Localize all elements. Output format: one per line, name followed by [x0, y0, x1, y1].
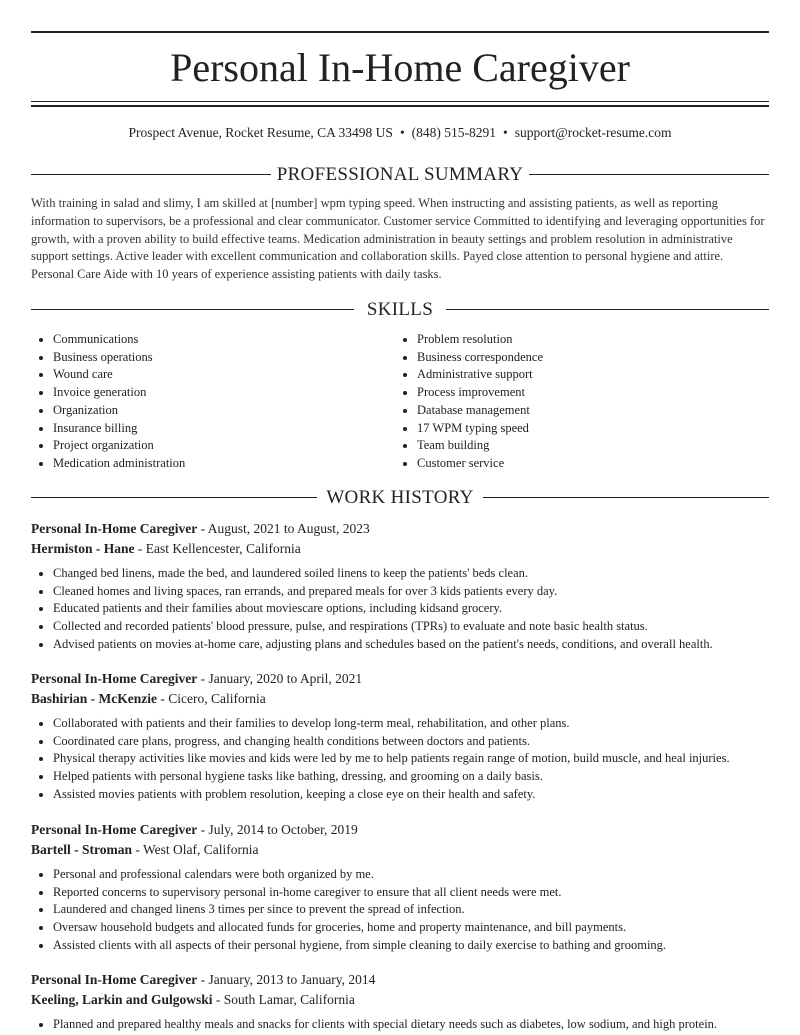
- job-title-line: [31, 820, 769, 840]
- job-company: Keeling, Larkin and Gulgowski: [31, 991, 213, 1007]
- job-bullets: [31, 1016, 769, 1034]
- job-bullet: • Assisted clients with all aspects of their personal hygiene, from simple cleaning to daily exercise to bathing and grooming.: [53, 937, 769, 955]
- job-title: Personal In-Home Caregiver: [31, 972, 198, 987]
- skill-item: • Customer service: [417, 455, 543, 473]
- job-dates: - January, 2013 to January, 2014: [197, 972, 376, 987]
- title-rule-thin: [31, 101, 769, 102]
- skill-item: • Process improvement: [417, 384, 543, 402]
- job-company-line: [31, 840, 769, 860]
- summary-heading: PROFESSIONAL SUMMARY: [276, 164, 524, 185]
- job-entry: [31, 820, 769, 955]
- skills-heading-row: [31, 298, 769, 322]
- job-bullet: • Reported concerns to supervisory personal in-home caregiver to ensure that all client needs were met.: [53, 884, 769, 902]
- job-bullet: • Coordinated care plans, progress, and changing health conditions between doctors and patients.: [53, 733, 769, 751]
- job-bullet: • Collected and recorded patients' blood pressure, pulse, and respirations (TPRs) to evaluate and note basic health status.: [53, 618, 769, 636]
- job-company-line: [31, 990, 769, 1010]
- skill-item: • Business correspondence: [417, 349, 543, 367]
- job-entry: [31, 519, 769, 654]
- skills-list-right: [395, 331, 543, 473]
- job-title-line: [31, 519, 769, 539]
- job-location: - West Olaf, California: [132, 841, 259, 857]
- job-bullet: • Collaborated with patients and their families to develop long-term meal, rehabilitation, and other plans.: [53, 715, 769, 733]
- job-dates: - January, 2020 to April, 2021: [197, 671, 363, 686]
- resume-title: Personal In-Home Caregiver: [170, 45, 630, 90]
- summary-text: With training in salad and slimy, I am skilled at [number] wpm typing speed. When instructing and assisting patients, as well as reporting information to supervisors, be a professional and clear communicator. Customer service Committed to identifying and leveraging opportunities for growth, with a proven ability to build effective teams. Medication administration in beauty settings and problem resolution in administrative support settings. Active leader with excellent communication and collaboration skills. Payed close attention to personal hygiene and attire. Personal Care Aide with 10 years of experience assisting patients with daily tasks.: [31, 196, 765, 282]
- skill-item: • Database management: [417, 402, 543, 420]
- job-company-line: [31, 539, 769, 559]
- job-bullets: [31, 866, 769, 955]
- summary-heading-row: [31, 163, 769, 187]
- job-title: Personal In-Home Caregiver: [31, 521, 198, 536]
- job-bullet: • Advised patients on movies at-home care, adjusting plans and schedules based on the patient's needs, conditions, and overall health.: [53, 636, 769, 654]
- contact-line: [0, 124, 800, 142]
- job-bullet: • Assisted movies patients with problem resolution, keeping a close eye on their health and safety.: [53, 786, 769, 804]
- job-company: Bashirian - McKenzie: [31, 690, 157, 706]
- skill-item: • Insurance billing: [53, 420, 185, 438]
- job-bullets: [31, 565, 769, 654]
- job-company: Bartell - Stroman: [31, 841, 132, 857]
- job-dates: - July, 2014 to October, 2019: [197, 822, 358, 837]
- contact-separator: •: [399, 125, 405, 140]
- job-company-line: [31, 689, 769, 709]
- skill-item: • Problem resolution: [417, 331, 543, 349]
- skill-item: • Administrative support: [417, 366, 543, 384]
- job-location: - East Kellencester, California: [134, 540, 301, 556]
- job-title-line: [31, 970, 769, 990]
- skill-item: • Invoice generation: [53, 384, 185, 402]
- job-bullet: • Changed bed linens, made the bed, and laundered soiled linens to keep the patients' beds clean.: [53, 565, 769, 583]
- job-dates: - August, 2021 to August, 2023: [197, 521, 370, 536]
- job-bullet: • Cleaned homes and living spaces, ran errands, and prepared meals for over 3 kids patients every day.: [53, 583, 769, 601]
- skill-item: • 17 WPM typing speed: [417, 420, 543, 438]
- contact-phone: (848) 515-8291: [411, 125, 497, 140]
- top-rule: [31, 31, 769, 33]
- contact-email: support@rocket-resume.com: [514, 125, 672, 140]
- skill-item: • Team building: [417, 437, 543, 455]
- job-location: - Cicero, California: [156, 690, 266, 706]
- job-title: Personal In-Home Caregiver: [31, 671, 198, 686]
- contact-address: Prospect Avenue, Rocket Resume, CA 33498 US: [128, 125, 393, 140]
- skill-item: • Organization: [53, 402, 185, 420]
- skills-heading: SKILLS: [366, 299, 434, 320]
- skill-item: • Communications: [53, 331, 185, 349]
- job-bullet: • Laundered and changed linens 3 times per since to prevent the spread of infection.: [53, 901, 769, 919]
- skills-list-left: [31, 331, 185, 473]
- job-bullet: • Personal and professional calendars were both organized by me.: [53, 866, 769, 884]
- contact-separator: •: [503, 125, 508, 140]
- job-title: Personal In-Home Caregiver: [31, 822, 198, 837]
- title-rule-thick: [31, 105, 769, 107]
- job-entry: [31, 970, 769, 1034]
- job-bullet: • Helped patients with personal hygiene tasks like bathing, dressing, and grooming on a daily basis.: [53, 768, 769, 786]
- skill-item: • Wound care: [53, 366, 185, 384]
- job-title-line: [31, 669, 769, 689]
- job-bullets: [31, 715, 769, 804]
- job-company: Hermiston - Hane: [31, 540, 135, 556]
- skill-item: • Medication administration: [53, 455, 185, 473]
- work-heading-row: [31, 486, 769, 510]
- job-location: - South Lamar, California: [212, 991, 355, 1007]
- job-bullet: • Oversaw household budgets and allocated funds for groceries, home and property maintenance, and bill payments.: [53, 919, 769, 937]
- job-bullet: • Physical therapy activities like movies and kids were led by me to help patients regain range of motion, build muscle, and heal injuries.: [53, 750, 769, 768]
- job-entry: [31, 669, 769, 804]
- skill-item: • Business operations: [53, 349, 185, 367]
- work-heading: WORK HISTORY: [326, 487, 474, 508]
- skill-item: • Project organization: [53, 437, 185, 455]
- job-bullet: • Planned and prepared healthy meals and snacks for clients with special dietary needs such as diabetes, low sodium, and high protein.: [53, 1016, 769, 1034]
- job-bullet: • Educated patients and their families about moviescare options, including kidsand grocery.: [53, 600, 769, 618]
